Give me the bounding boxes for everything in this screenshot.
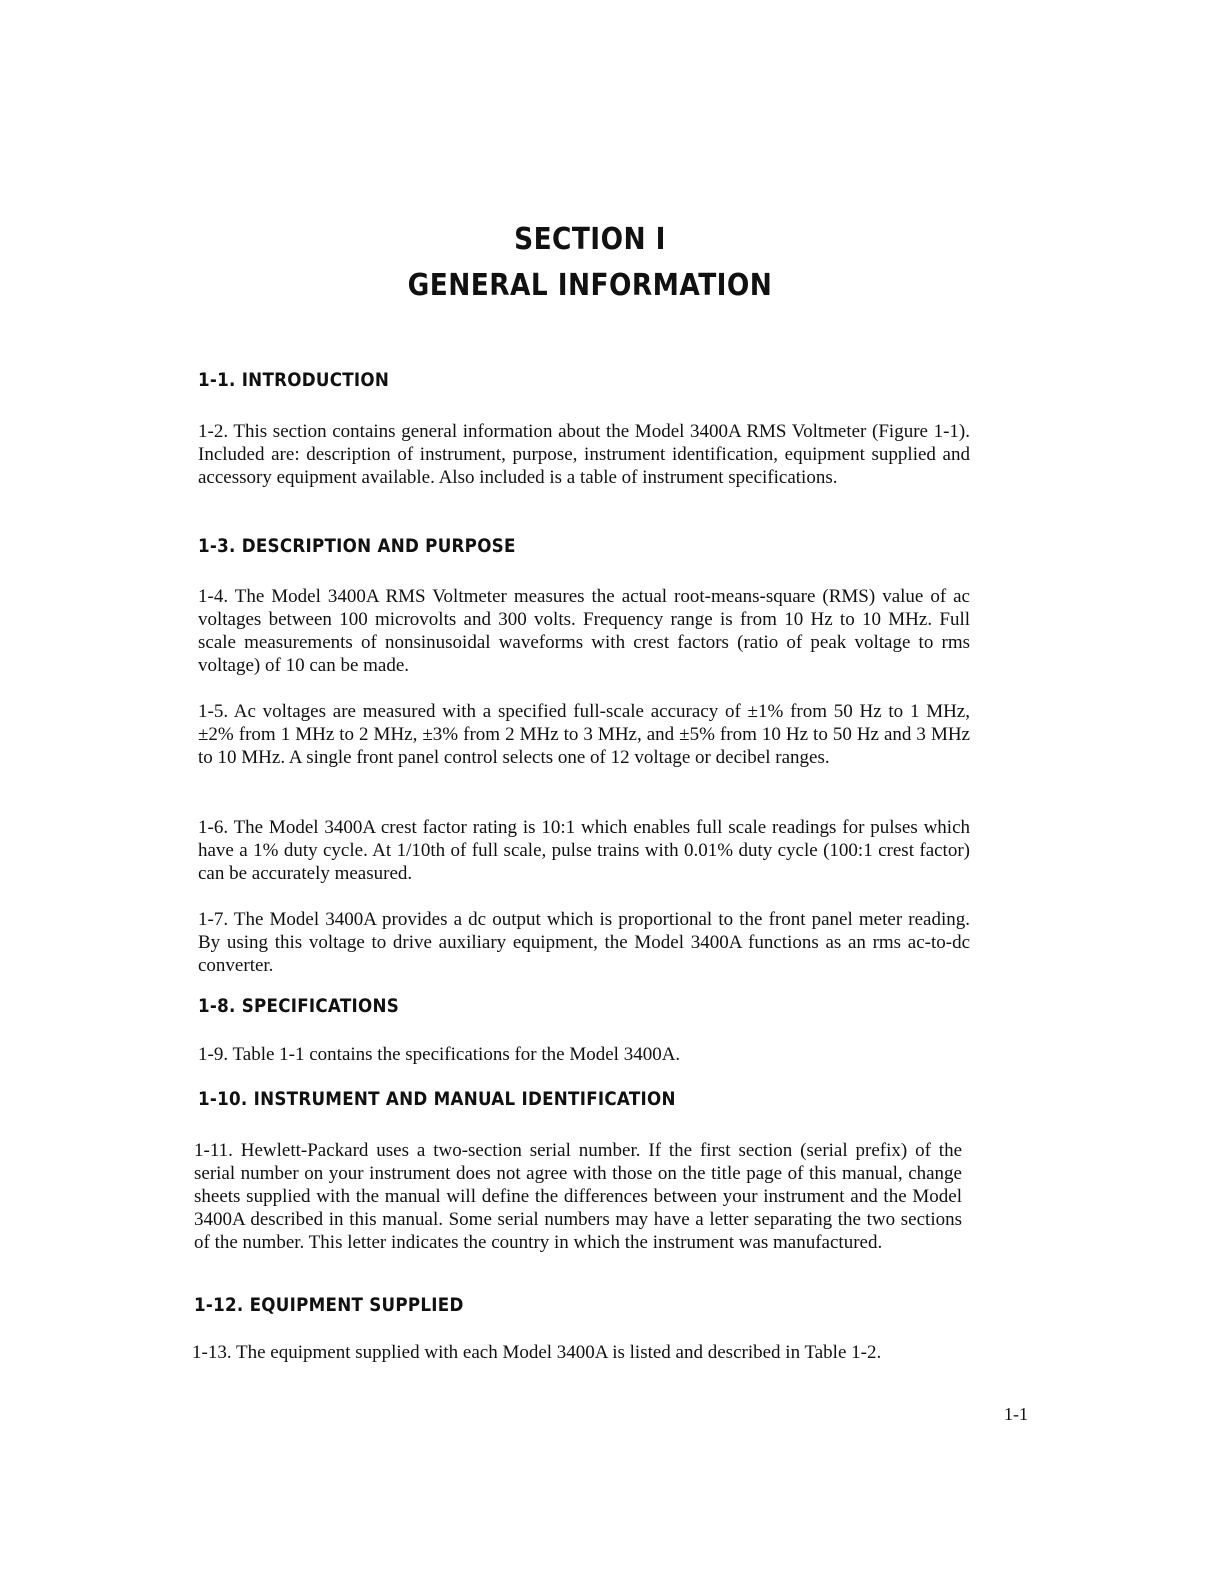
paragraph-1-13: 1-13. The equipment supplied with each Model 3400A is listed and described in Table 1-2. — [192, 1342, 882, 1363]
section-number: SECTION I — [514, 222, 666, 257]
paragraph-1-9: 1-9. Table 1-1 contains the specifications for the Model 3400A. — [198, 1044, 681, 1065]
paragraph-1-2: 1-2. This section contains general information about the Model 3400A RMS Voltmeter (Figure 1-1). Included are: description of instrument, purpose, instrument identification, equipment supplied and accessory equipment available. Also included is a table of instrument specifications. — [198, 421, 970, 488]
paragraph-1-6: 1-6. The Model 3400A crest factor rating is 10:1 which enables full scale readings for pulses which have a 1% duty cycle. At 1/10th of full scale, pulse trains with 0.01% duty cycle (100:1 crest factor) can be accurately measured. — [198, 817, 970, 884]
paragraph-1-11: 1-11. Hewlett-Packard uses a two-section serial number. If the first section (serial prefix) of the serial number on your instrument does not agree with those on the title page of this manual, change sheets supplied with the manual will define the differences between your instrument and the Model 3400A described in this manual. Some serial numbers may have a letter separating the two sections of the number. This letter indicates the country in which the instrument was manufactured. — [194, 1140, 962, 1253]
heading-instrument-and-manual-identification: 1-10. INSTRUMENT AND MANUAL IDENTIFICATION — [198, 1088, 676, 1110]
section-title: GENERAL INFORMATION — [407, 268, 773, 303]
heading-specifications: 1-8. SPECIFICATIONS — [198, 995, 400, 1017]
heading-description-and-purpose: 1-3. DESCRIPTION AND PURPOSE — [198, 535, 516, 557]
heading-equipment-supplied: 1-12. EQUIPMENT SUPPLIED — [194, 1294, 464, 1316]
paragraph-1-5: 1-5. Ac voltages are measured with a specified full-scale accuracy of ±1% from 50 Hz to 1 MHz, ±2% from 1 MHz to 2 MHz, ±3% from 2 MHz to 3 MHz, and ±5% from 10 Hz to 50 Hz and 3 MHz to 10 MHz. A single front panel control selects one of 12 voltage or decibel ranges. — [198, 701, 970, 768]
page-number: 1-1 — [1004, 1404, 1028, 1424]
paragraph-1-4: 1-4. The Model 3400A RMS Voltmeter measures the actual root-means-square (RMS) value of ac voltages between 100 microvolts and 300 volts. Frequency range is from 10 Hz to 10 MHz. Full scale measurements of nonsinusoidal waveforms with crest factors (ratio of peak voltage to rms voltage) of 10 can be made. — [198, 586, 970, 676]
heading-introduction: 1-1. INTRODUCTION — [198, 369, 390, 391]
paragraph-1-7: 1-7. The Model 3400A provides a dc output which is proportional to the front panel meter reading. By using this voltage to drive auxiliary equipment, the Model 3400A functions as an rms ac-to-dc converter. — [198, 909, 970, 976]
